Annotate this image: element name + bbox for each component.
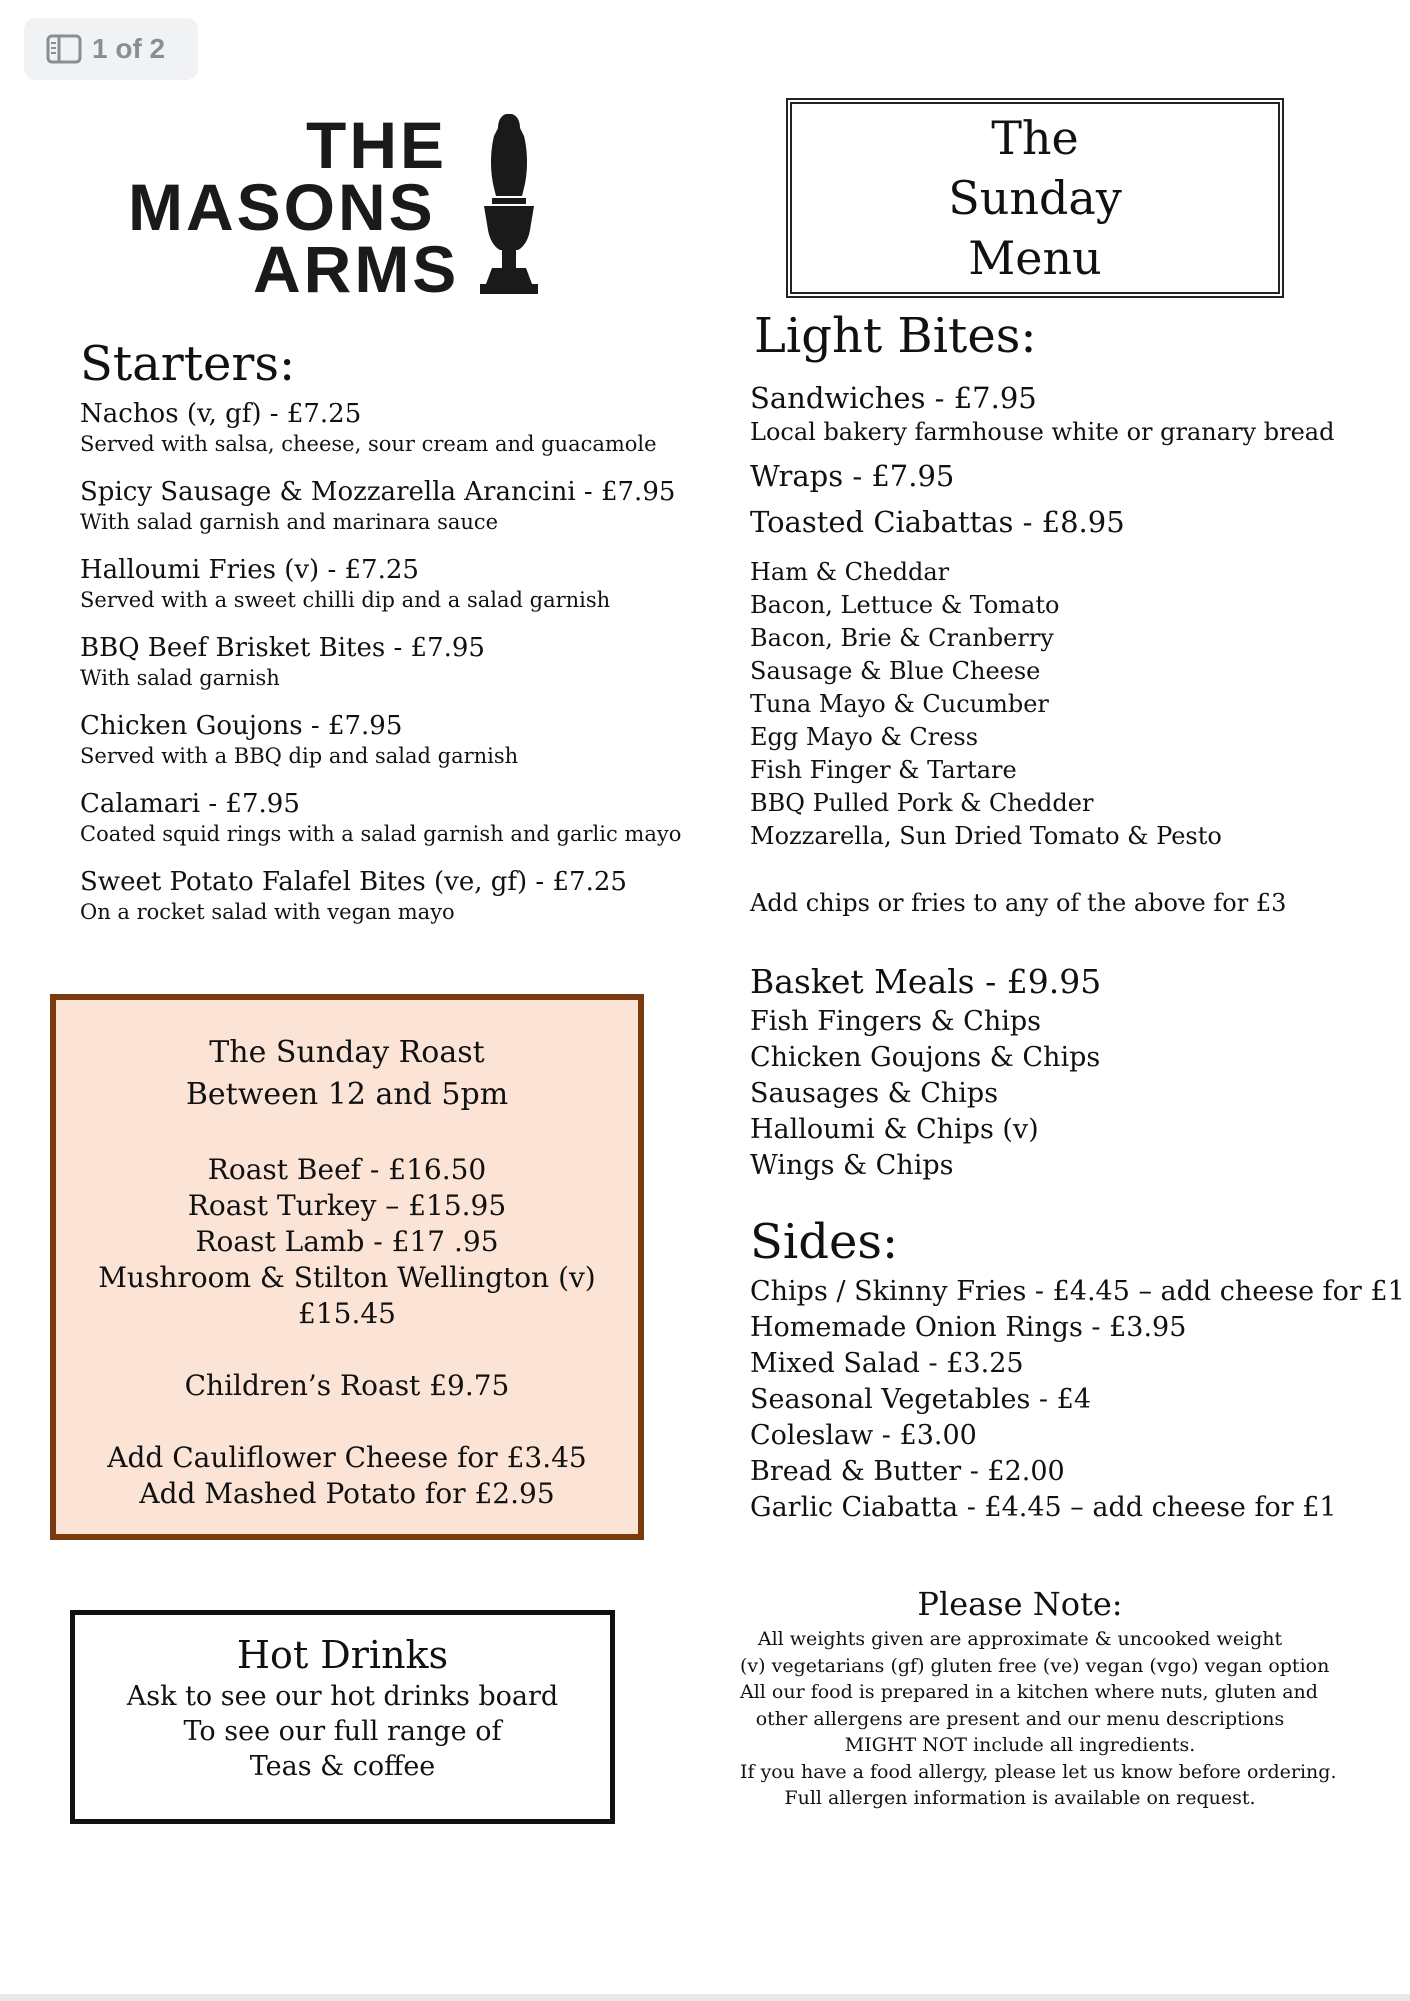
roast-item: Roast Lamb - £17 .95 <box>195 1225 499 1258</box>
roast-subtitle: Between 12 and 5pm <box>185 1077 509 1112</box>
basket-meals-heading: Basket Meals - £9.95 <box>750 962 1102 1001</box>
starter-item <box>80 866 680 926</box>
starter-item <box>80 632 680 692</box>
logo-line-the: THE <box>306 108 447 182</box>
side-item: Mixed Salad - £3.25 <box>750 1348 1024 1379</box>
bottom-divider <box>0 1994 1410 2001</box>
note-line: All weights given are approximate & uncooked weight <box>757 1628 1283 1650</box>
please-note-heading: Please Note: <box>917 1585 1123 1623</box>
starter-desc: Served with a sweet chilli dip and a salad garnish <box>80 588 611 612</box>
childrens-roast: Children’s Roast £9.75 <box>184 1369 510 1402</box>
starter-name: BBQ Beef Brisket Bites - £7.95 <box>80 633 485 663</box>
sunday-roast-box <box>50 994 644 1540</box>
starter-name: Sweet Potato Falafel Bites (ve, gf) - £7.25 <box>80 867 627 897</box>
note-line: Full allergen information is available on request. <box>784 1787 1256 1809</box>
ciabattas-price: Toasted Ciabattas - £8.95 <box>750 505 1125 539</box>
roast-item: Roast Turkey – £15.95 <box>187 1189 507 1222</box>
hot-drinks-line: Ask to see our hot drinks board <box>126 1681 559 1712</box>
roast-extra: Add Cauliflower Cheese for £3.45 <box>107 1441 587 1474</box>
basket-meals-section <box>750 960 1390 1184</box>
note-line: All our food is prepared in a kitchen where nuts, gluten and <box>740 1681 1318 1703</box>
wraps-price: Wraps - £7.95 <box>750 459 955 493</box>
sides-list <box>750 1274 1405 1526</box>
starter-item <box>80 398 680 458</box>
logo-line-masons: MASONS <box>128 170 436 244</box>
filling-item: Fish Finger & Tartare <box>750 756 1017 784</box>
hot-drinks-title: Hot Drinks <box>236 1633 449 1677</box>
starter-desc: With salad garnish and marinara sauce <box>80 510 499 534</box>
filling-item: Sausage & Blue Cheese <box>750 657 1041 685</box>
sidebar-panel-icon <box>46 34 82 64</box>
filling-item: Mozzarella, Sun Dried Tomato & Pesto <box>750 822 1222 850</box>
filling-item: Bacon, Lettuce & Tomato <box>750 591 1060 619</box>
roast-item-price: £15.45 <box>298 1297 396 1330</box>
sandwiches-price: Sandwiches - £7.95 <box>750 381 1037 415</box>
note-line: If you have a food allergy, please let us know before ordering. <box>740 1760 1337 1783</box>
starter-item <box>80 554 680 614</box>
roast-item: Mushroom & Stilton Wellington (v) <box>98 1261 596 1294</box>
logo-line-arms: ARMS <box>253 232 460 306</box>
side-item: Seasonal Vegetables - £4 <box>750 1384 1091 1415</box>
starters-heading: Starters: <box>80 336 296 392</box>
starter-desc: Served with a BBQ dip and salad garnish <box>80 744 519 768</box>
side-item: Chips / Skinny Fries - £4.45 – add cheese for £1 <box>750 1276 1405 1307</box>
light-bites-heading: Light Bites: <box>754 308 1037 364</box>
side-item: Homemade Onion Rings - £3.95 <box>750 1312 1187 1343</box>
starter-desc: Served with salsa, cheese, sour cream and guacamole <box>80 432 657 456</box>
light-bites-list <box>750 380 1390 920</box>
filling-item: BBQ Pulled Pork & Chedder <box>750 789 1094 817</box>
starter-item <box>80 476 680 536</box>
starter-desc: With salad garnish <box>80 666 280 690</box>
starter-name: Calamari - £7.95 <box>80 789 300 819</box>
filling-item: Bacon, Brie & Cranberry <box>750 624 1054 652</box>
starter-name: Nachos (v, gf) - £7.25 <box>80 399 362 429</box>
roast-item: Roast Beef - £16.50 <box>207 1153 487 1186</box>
page-indicator-text: 1 of 2 <box>92 33 166 64</box>
starter-name: Halloumi Fries (v) - £7.25 <box>80 555 419 585</box>
note-line: (v) vegetarians (gf) gluten free (ve) vegan (vgo) vegan option <box>740 1654 1330 1677</box>
starter-name: Chicken Goujons - £7.95 <box>80 711 403 741</box>
menu-title-line-3: Menu <box>968 231 1102 285</box>
roast-extra: Add Mashed Potato for £2.95 <box>139 1477 555 1510</box>
basket-item: Wings & Chips <box>750 1150 954 1181</box>
note-line: other allergens are present and our menu descriptions <box>755 1707 1285 1730</box>
sandwiches-desc: Local bakery farmhouse white or granary bread <box>750 418 1335 446</box>
starter-item <box>80 788 680 848</box>
hot-drinks-box <box>70 1610 615 1824</box>
starter-desc: On a rocket salad with vegan mayo <box>80 900 455 924</box>
sides-heading: Sides: <box>750 1214 899 1270</box>
menu-title-box <box>786 98 1284 298</box>
starters-list <box>80 398 680 944</box>
hot-drinks-line: Teas & coffee <box>249 1751 436 1782</box>
basket-item: Halloumi & Chips (v) <box>750 1114 1039 1145</box>
note-line: MIGHT NOT include all ingredients. <box>844 1734 1196 1756</box>
starter-name: Spicy Sausage & Mozzarella Arancini - £7.95 <box>80 477 676 507</box>
basket-item: Fish Fingers & Chips <box>750 1006 1042 1037</box>
starter-item <box>80 710 680 770</box>
roast-title: The Sunday Roast <box>209 1035 485 1070</box>
basket-item: Chicken Goujons & Chips <box>750 1042 1101 1073</box>
masons-arms-logo <box>128 108 538 306</box>
side-item: Garlic Ciabatta - £4.45 – add cheese for £1 <box>750 1492 1337 1523</box>
filling-item: Egg Mayo & Cress <box>750 723 979 751</box>
menu-title-line-2: Sunday <box>948 171 1122 225</box>
please-note-section <box>740 1582 1337 1812</box>
starter-desc: Coated squid rings with a salad garnish and garlic mayo <box>80 822 682 846</box>
beer-pump-icon <box>478 112 540 297</box>
menu-title-line-1: The <box>991 111 1079 165</box>
filling-item: Tuna Mayo & Cucumber <box>750 690 1049 718</box>
page-indicator[interactable] <box>24 18 198 80</box>
filling-item: Ham & Cheddar <box>750 558 950 586</box>
side-item: Bread & Butter - £2.00 <box>750 1456 1065 1487</box>
hot-drinks-line: To see our full range of <box>183 1716 502 1747</box>
add-chips-note: Add chips or fries to any of the above for £3 <box>750 889 1287 917</box>
basket-item: Sausages & Chips <box>750 1078 999 1109</box>
side-item: Coleslaw - £3.00 <box>750 1420 977 1451</box>
